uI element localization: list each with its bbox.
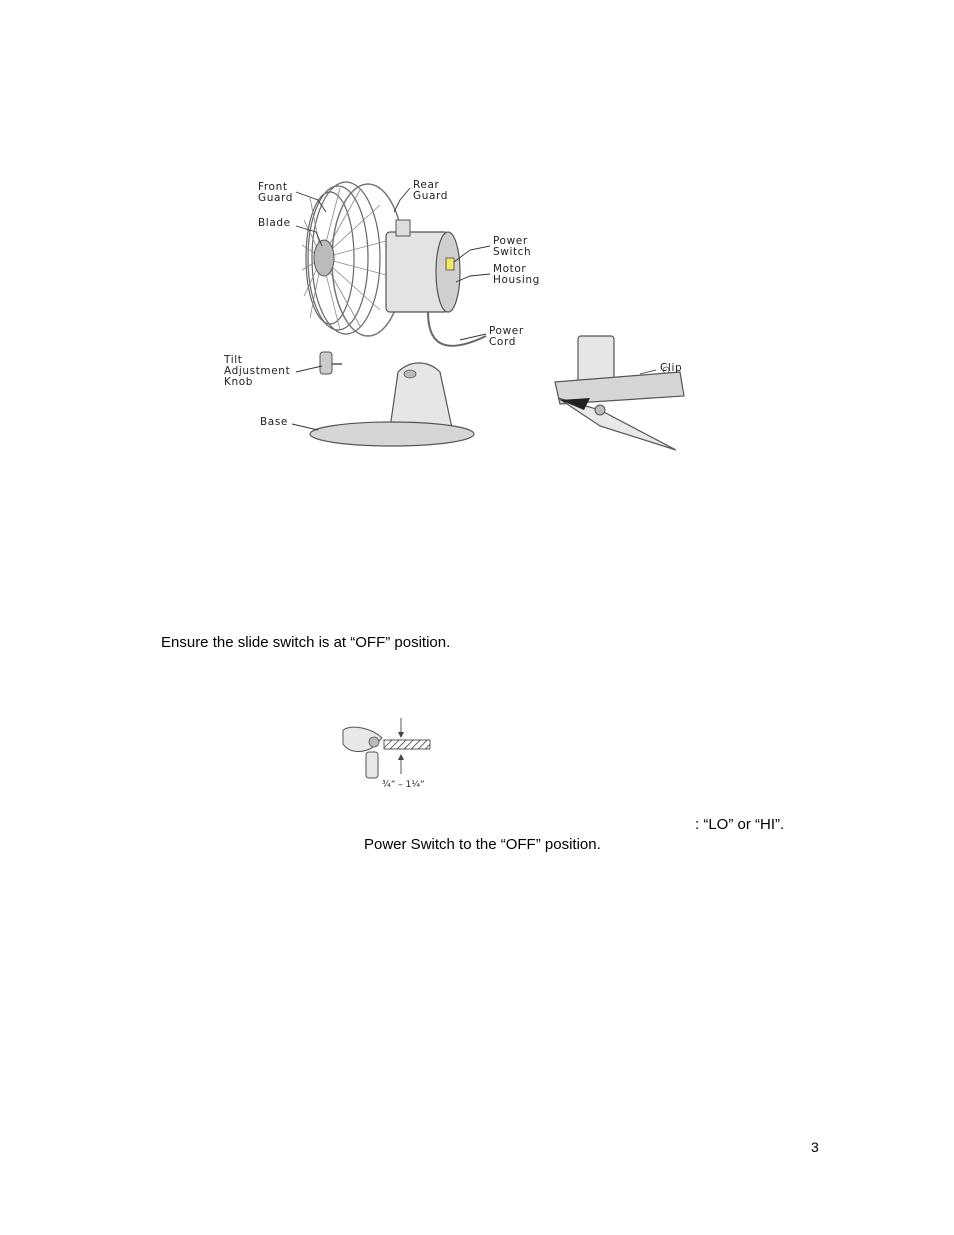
mounting-surface-hatched bbox=[384, 740, 430, 749]
label-clip: Clip bbox=[660, 362, 683, 374]
label-motor-housing: Motor Housing bbox=[493, 263, 540, 286]
label-rear-guard: Rear Guard bbox=[413, 179, 449, 202]
label-blade: Blade bbox=[258, 217, 291, 229]
label-power-cord: Power Cord bbox=[489, 325, 524, 348]
page-number: 3 bbox=[811, 1139, 819, 1155]
label-tilt-adjustment-knob: Tilt Adjustment Knob bbox=[224, 354, 291, 388]
label-power-switch: Power Switch bbox=[493, 235, 532, 258]
label-front-guard: Front Guard bbox=[258, 181, 294, 204]
label-base: Base bbox=[260, 416, 288, 428]
clip-dimension-label: ¾” – 1¼” bbox=[382, 780, 425, 790]
instruction-power-off: Power Switch to the “OFF” position. bbox=[364, 836, 601, 853]
instruction-switch-off: Ensure the slide switch is at “OFF” position. bbox=[161, 634, 451, 651]
speed-settings-text: : “LO” or “HI”. bbox=[695, 816, 785, 833]
